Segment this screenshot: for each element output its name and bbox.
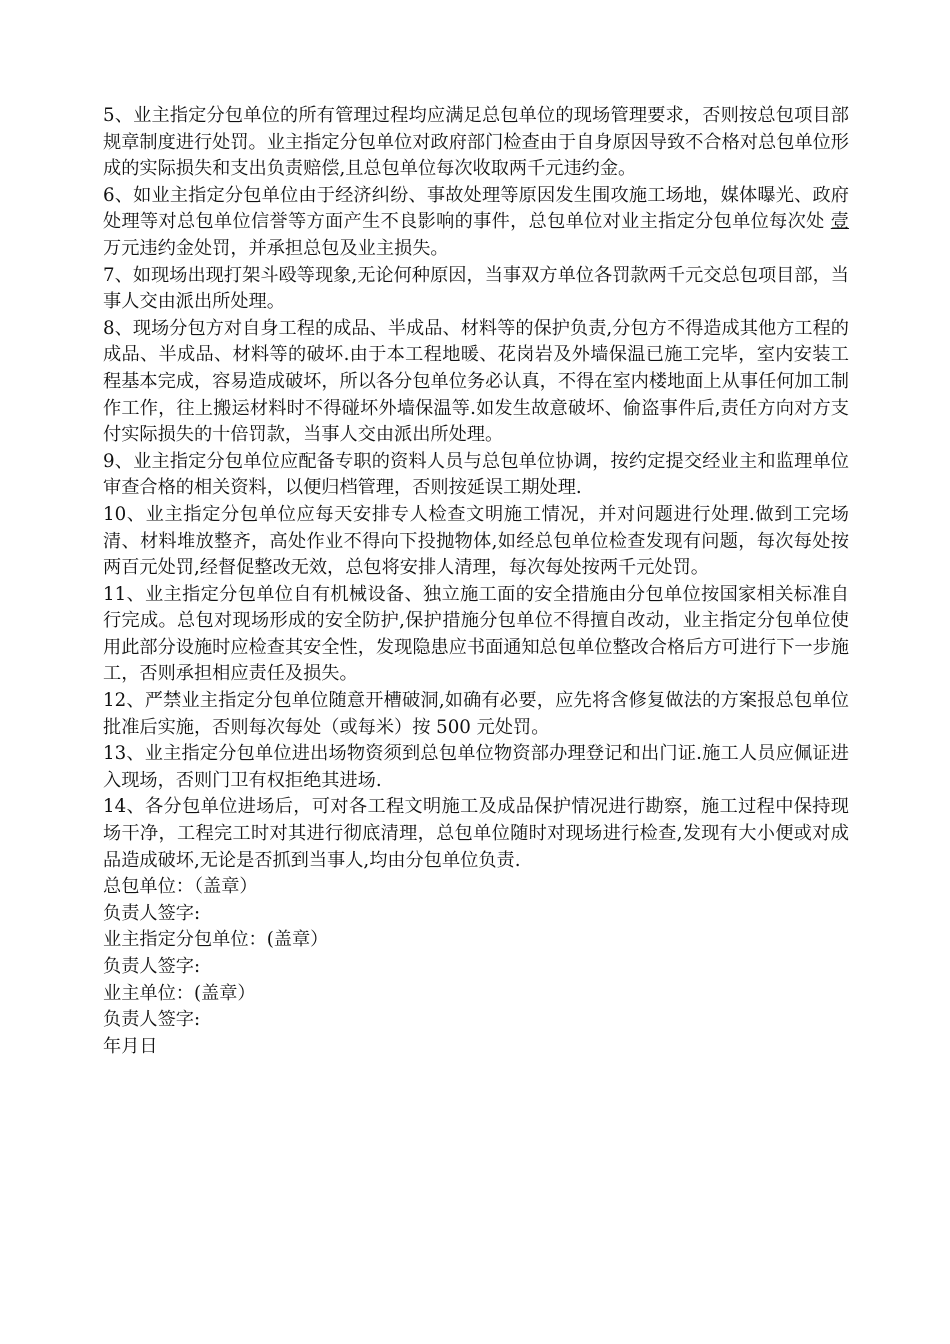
general-contractor-signature-line: 负责人签字: — [103, 902, 201, 924]
date-line: 年月日 — [103, 1035, 158, 1057]
general-contractor-seal-line: 总包单位：（盖章） — [103, 876, 258, 898]
designated-subcontractor-signature-line: 负责人签字: — [103, 956, 201, 977]
clause-6-text-before: 6、如业主指定分包单位由于经济纠纷、事故处理等原因发生围攻施工场地，媒体曝光、政府处理等对总包单位信誉等方面产生不良影响的事件，总包单位对业主指定分包单位每次处 — [103, 184, 849, 233]
designated-subcontractor-seal-line: 业主指定分包单位：(盖章） — [103, 929, 329, 951]
clause-6-text-after: 万元违约金处罚，并承担总包及业主损失。 — [103, 237, 449, 259]
clause-13: 13、业主指定分包单位进出场物资须到总包单位物资部办理登记和出门证.施工人员应佩证进入现场，否则门卫有权拒绝其进场. — [103, 743, 849, 791]
clause-5: 5、业主指定分包单位的所有管理过程均应满足总包单位的现场管理要求，否则按总包项目部规章制度进行处罚。业主指定分包单位对政府部门检查由于自身原因导致不合格对总包单位形成的实际损失和支出负责赔偿,且总包单位每次收取两千元违约金。 — [103, 105, 849, 180]
owner-seal-line: 业主单位：(盖章） — [103, 982, 256, 1004]
clause-6 — [103, 183, 849, 263]
clause-8: 8、现场分包方对自身工程的成品、半成品、材料等的保护负责,分包方不得造成其他方工程的成品、半成品、材料等的破坏.由于本工程地暖、花岗岩及外墙保温已施工完毕，室内安装工程基本完成，容易造成破坏，所以各分包单位务必认真，不得在室内楼地面上从事任何加工制作工作，往上搬运材料时不得碰坏外墙保温等.如发生故意破坏、偷盗事件后,责任方向对方支付实际损失的十倍罚款，当事人交由派出所处理。 — [103, 317, 849, 446]
clause-14: 14、各分包单位进场后，可对各工程文明施工及成品保护情况进行勘察，施工过程中保持现场干净，工程完工时对其进行彻底清理，总包单位随时对现场进行检查,发现有大小便或对成品造成破坏,无论是否抓到当事人,均由分包单位负责. — [103, 796, 849, 871]
owner-signature-line: 负责人签字: — [103, 1009, 201, 1031]
clause-7: 7、如现场出现打架斗殴等现象,无论何种原因，当事双方单位各罚款两千元交总包项目部，当事人交由派出所处理。 — [103, 264, 849, 313]
clause-12: 12、严禁业主指定分包单位随意开槽破洞,如确有必要，应先将含修复做法的方案报总包单位批准后实施，否则每次每处（或每米）按 500 元处罚。 — [103, 690, 849, 738]
clause-10: 10、业主指定分包单位应每天安排专人检查文明施工情况，并对问题进行处理.做到工完场清、材料堆放整齐，高处作业不得向下投抛物体,如经总包单位检查发现有问题，每次每处按两百元处罚,经督促整改无效，总包将安排人清理，每次每处按两千元处罚。 — [103, 503, 849, 579]
clause-6-underlined-amount: 壹 — [830, 211, 849, 233]
clause-11: 11、业主指定分包单位自有机械设备、独立施工面的安全措施由分包单位按国家相关标准自行完成。总包对现场形成的安全防护,保护措施分包单位不得擅自改动，业主指定分包单位使用此部分设施时应检查其安全性，发现隐患应书面通知总包单位整改合格后方可进行下一步施工，否则承担相应责任及损失。 — [103, 583, 849, 685]
document-page — [103, 103, 849, 1060]
clause-9: 9、业主指定分包单位应配备专职的资料人员与总包单位协调，按约定提交经业主和监理单位审查合格的相关资料，以便归档管理，否则按延误工期处理. — [103, 450, 849, 499]
